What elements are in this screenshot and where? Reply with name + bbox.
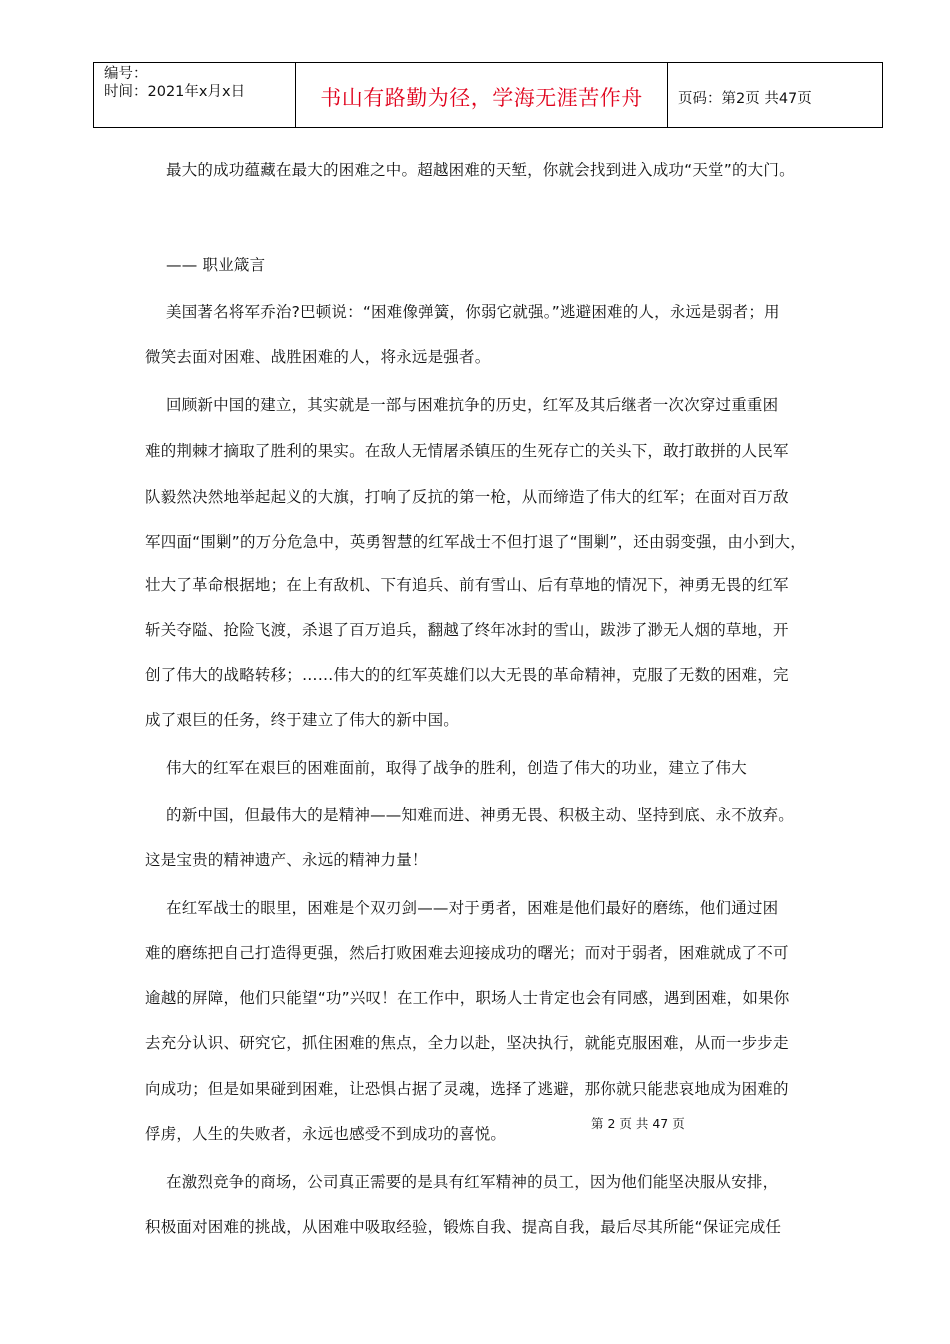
paragraph-line: 逾越的屏障，他们只能望“功”兴叹！在工作中，职场人士肯定也会有同感，遇到困难，如果你: [145, 989, 790, 1007]
paragraph-line: 最大的成功蕴藏在最大的困难之中。超越困难的天堑，你就会找到进入成功“天堂”的大门。: [166, 161, 795, 179]
paragraph-line: 斩关夺隘、抢险飞渡，杀退了百万追兵，翻越了终年冰封的雪山，跋涉了渺无人烟的草地，开: [145, 621, 789, 639]
document-time-label: 时间：2021年x月x日: [104, 84, 246, 100]
paragraph-line: 在红军战士的眼里，困难是个双刃剑——对于勇者，困难是他们最好的磨练，他们通过困: [166, 899, 779, 917]
paragraph-line: 队毅然决然地举起起义的大旗，打响了反抗的第一枪，从而缔造了伟大的红军；在面对百万敌: [145, 488, 789, 506]
document-number-label: 编号：: [104, 66, 148, 82]
paragraph-line: 伟大的红军在艰巨的困难面前，取得了战争的胜利，创造了伟大的功业，建立了伟大: [166, 759, 747, 777]
paragraph-line: 积极面对困难的挑战，从困难中吸取经验，锻炼自我、提高自我，最后尽其所能“保证完成任: [145, 1218, 782, 1236]
header-motto: 书山有路勤为径，学海无涯苦作舟: [320, 86, 643, 110]
paragraph-line: 军四面“围剿”的万分危急中，英勇智慧的红军战士不但打退了“围剿”，还由弱变强，由小到大，: [145, 533, 806, 551]
paragraph-line: 向成功；但是如果碰到困难，让恐惧占据了灵魂，选择了逃避，那你就只能悲哀地成为困难的: [145, 1080, 789, 1098]
paragraph-line: 美国著名将军乔治?巴顿说：“困难像弹簧，你弱它就强。”逃避困难的人，永远是弱者；用: [166, 303, 780, 321]
header-table: [93, 62, 883, 128]
page-number-footer: 第 2 页 共 47 页: [591, 1116, 685, 1131]
paragraph-line: 难的磨练把自己打造得更强，然后打败困难去迎接成功的曙光；而对于弱者，困难就成了不可: [145, 944, 789, 962]
paragraph-line: 成了艰巨的任务，终于建立了伟大的新中国。: [145, 711, 460, 729]
paragraph-line: 俘虏，人生的失败者，永远也感受不到成功的喜悦。: [145, 1125, 507, 1143]
paragraph-line: 回顾新中国的建立，其实就是一部与困难抗争的历史，红军及其后继者一次次穿过重重困: [166, 396, 779, 414]
paragraph-line: 去充分认识、研究它，抓住困难的焦点，全力以赴，坚决执行，就能克服困难，从而一步步走: [145, 1034, 789, 1052]
paragraph-line: 创了伟大的战略转移；……伟大的的红军英雄们以大无畏的革命精神，克服了无数的困难，完: [145, 666, 789, 684]
paragraph-line: 微笑去面对困难、战胜困难的人，将永远是强者。: [145, 348, 491, 366]
header-motto-cell: [296, 63, 668, 127]
paragraph-line: 难的荆棘才摘取了胜利的果实。在敌人无情屠杀镇压的生死存亡的关头下，敢打敢拼的人民军: [145, 442, 789, 460]
paragraph-line: 壮大了革命根据地；在上有敌机、下有追兵、前有雪山、后有草地的情况下，神勇无畏的红军: [145, 576, 789, 594]
paragraph-line: 这是宝贵的精神遗产、永远的精神力量！: [145, 851, 428, 869]
header-meta-cell: [94, 63, 296, 127]
header-page-cell: [668, 63, 882, 127]
paragraph-line: —— 职业箴言: [166, 256, 266, 274]
header-page-label: 页码：第2页 共47页: [678, 90, 812, 107]
paragraph-line: 的新中国，但最伟大的是精神——知难而进、神勇无畏、积极主动、坚持到底、永不放弃。: [166, 806, 795, 824]
paragraph-line: 在激烈竞争的商场，公司真正需要的是具有红军精神的员工，因为他们能坚决服从安排，: [166, 1173, 779, 1191]
